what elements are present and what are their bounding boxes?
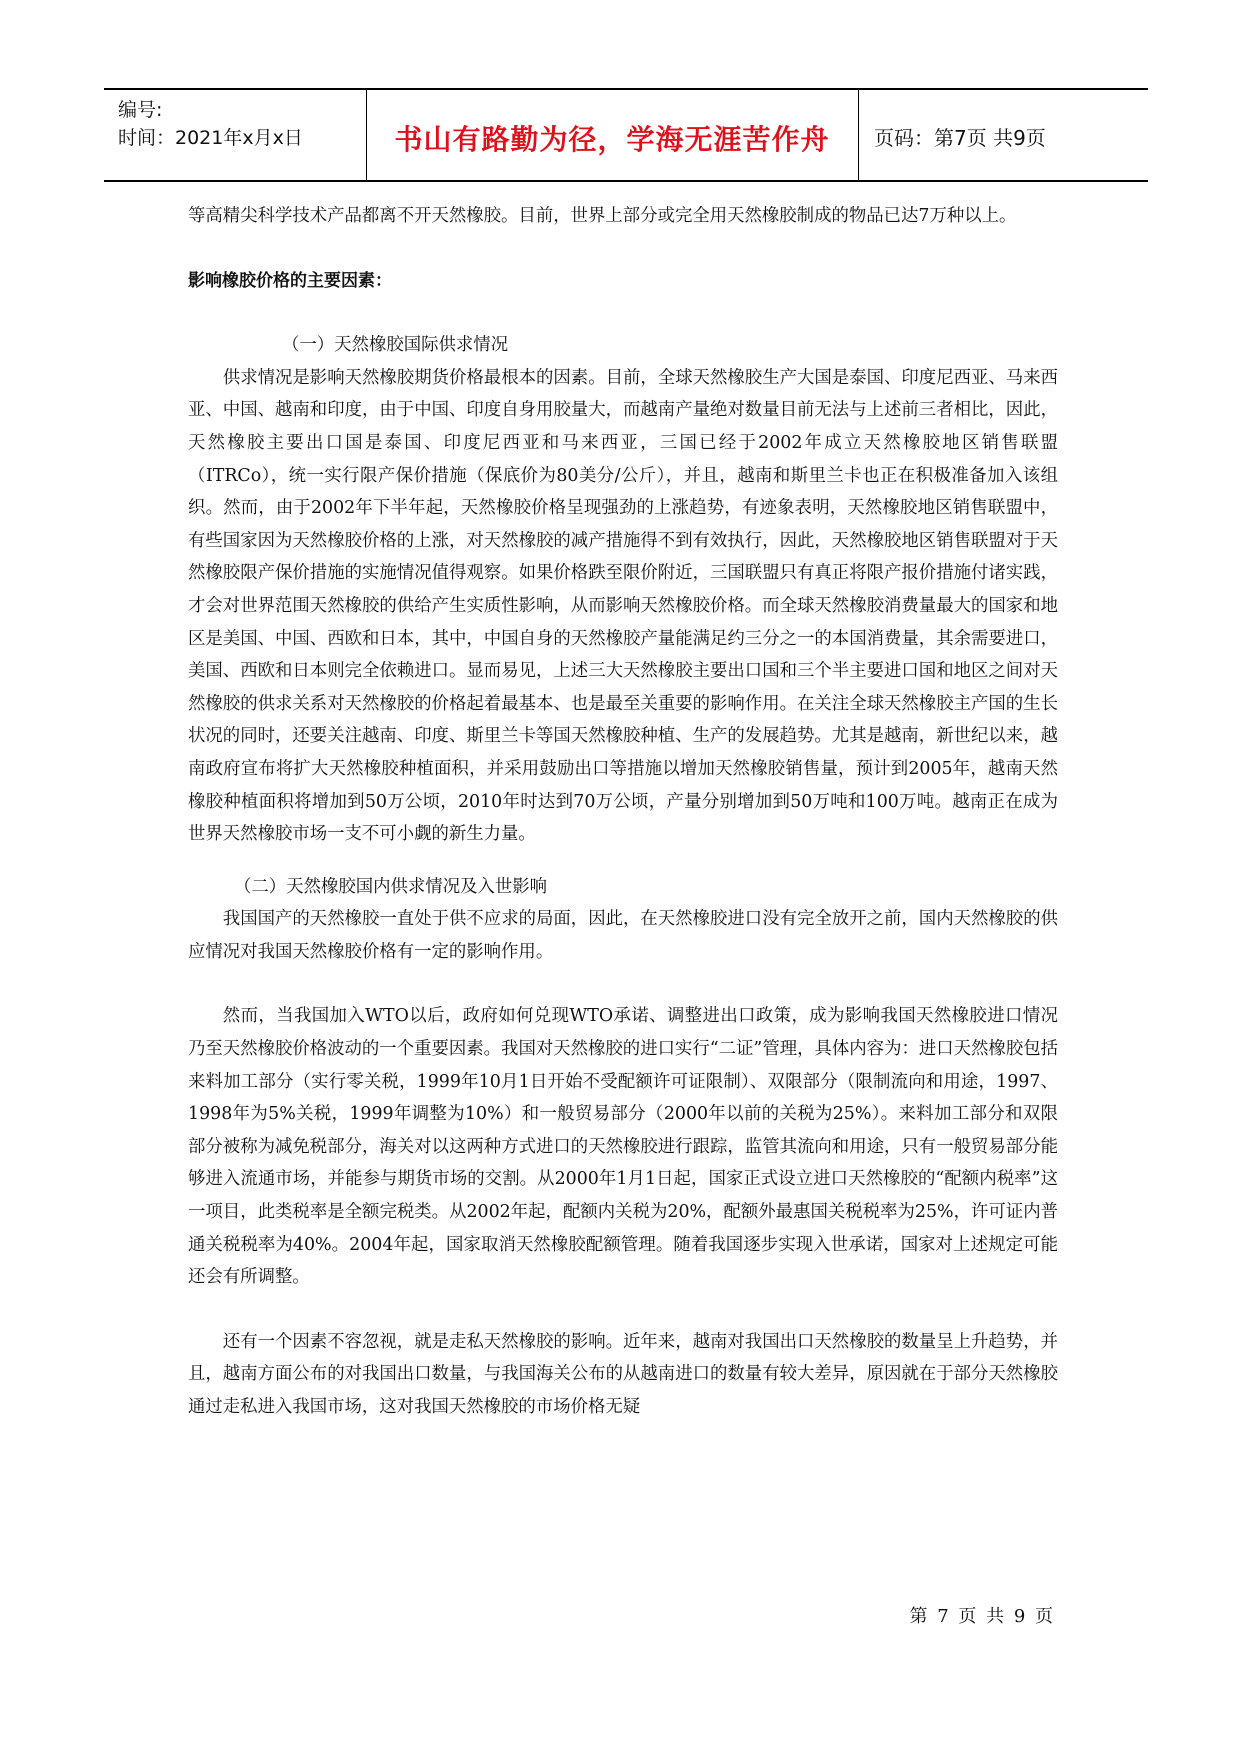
section2-title: （二）天然橡胶国内供求情况及入世影响 [234,876,548,897]
section1-title: （一）天然橡胶国际供求情况 [282,335,509,356]
intro-paragraph: 等高精尖科学技术产品都离不开天然橡胶。目前，世界上部分或完全用天然橡胶制成的物品已达7万种以上。 [188,206,1017,226]
section-heading: 影响橡胶价格的主要因素： [188,270,392,291]
section2-paragraph-3: 还有一个因素不容忽视，就是走私天然橡胶的影响。近年来，越南对我国出口天然橡胶的数量呈上升趋势，并且，越南方面公布的对我国出口数量，与我国海关公布的从越南进口的数量有较大差异，原因就在于部分天然橡胶通过走私进入我国市场，这对我国天然橡胶的市场价格无疑 [188,1331,1058,1417]
header-meta [118,96,303,152]
document-body [188,200,1058,1424]
header-motto: 书山有路勤为径，学海无涯苦作舟 [394,123,830,156]
number-label: 编号: [118,99,163,121]
section1-paragraph: 供求情况是影响天然橡胶期货价格最根本的因素。目前，全球天然橡胶生产大国是泰国、印度尼西亚、马来西亚、中国、越南和印度，由于中国、印度自身用胶量大，而越南产量绝对数量目前无法与上述前三者相比，因此，天然橡胶主要出口国是泰国、印度尼西亚和马来西亚，三国已经于2002年成立天然橡胶地区销售联盟（ITRCo），统一实行限产保价措施（保底价为80美分/公斤），并且，越南和斯里兰卡也正在积极准备加入该组织。然而，由于2002年下半年起，天然橡胶价格呈现强劲的上涨趋势，有迹象表明，天然橡胶地区销售联盟中，有些国家因为天然橡胶价格的上涨，对天然橡胶的减产措施得不到有效执行，因此，天然橡胶地区销售联盟对于天然橡胶限产保价措施的实施情况值得观察。如果价格跌至限价附近，三国联盟只有真正将限产报价措施付诸实践，才会对世界范围天然橡胶的供给产生实质性影响，从而影响天然橡胶价格。而全球天然橡胶消费量最大的国家和地区是美国、中国、西欧和日本，其中，中国自身的天然橡胶产量能满足约三分之一的本国消费量，其余需要进口，美国、西欧和日本则完全依赖进口。显而易见，上述三大天然橡胶主要出口国和三个半主要进口国和地区之间对天然橡胶的供求关系对天然橡胶的价格起着最基本、也是最至关重要的影响作用。在关注全球天然橡胶主产国的生长状况的同时，还要关注越南、印度、斯里兰卡等国天然橡胶种植、生产的发展趋势。尤其是越南，新世纪以来，越南政府宣布将扩大天然橡胶种植面积，并采用鼓励出口等措施以增加天然橡胶销售量，预计到2005年，越南天然橡胶种植面积将增加到50万公顷，2010年时达到70万公顷，产量分别增加到50万吨和100万吨。越南正在成为世界天然橡胶市场一支不可小觑的新生力量。 [188,367,1058,845]
page-footer: 第 7 页 共 9 页 [909,1606,1055,1627]
header-page-number: 页码：第7页 共9页 [874,126,1046,150]
section2-paragraph-1: 我国国产的天然橡胶一直处于供不应求的局面，因此，在天然橡胶进口没有完全放开之前，国内天然橡胶的供应情况对我国天然橡胶价格有一定的影响作用。 [188,909,1058,962]
section2-paragraph-2: 然而，当我国加入WTO以后，政府如何兑现WTO承诺、调整进出口政策，成为影响我国天然橡胶进口情况乃至天然橡胶价格波动的一个重要因素。我国对天然橡胶的进口实行“二证”管理，具体内容为：进口天然橡胶包括来料加工部分（实行零关税，1999年10月1日开始不受配额许可证限制）、双限部分（限制流向和用途，1997、1998年为5%关税，1999年调整为10%）和一般贸易部分（2000年以前的关税为25%）。来料加工部分和双限部分被称为减免税部分，海关对以这两种方式进口的天然橡胶进行跟踪，监管其流向和用途，只有一般贸易部分能够进入流通市场，并能参与期货市场的交割。从2000年1月1日起，国家正式设立进口天然橡胶的“配额内税率”这一项目，此类税率是全额完税类。从2002年起，配额内关税为20%，配额外最惠国关税税率为25%，许可证内普通关税税率为40%。2004年起，国家取消天然橡胶配额管理。随着我国逐步实现入世承诺，国家对上述规定可能还会有所调整。 [188,1006,1058,1288]
time-label: 时间：2021年x月x日 [118,127,303,149]
page-header [104,88,1148,182]
header-divider [858,90,859,182]
